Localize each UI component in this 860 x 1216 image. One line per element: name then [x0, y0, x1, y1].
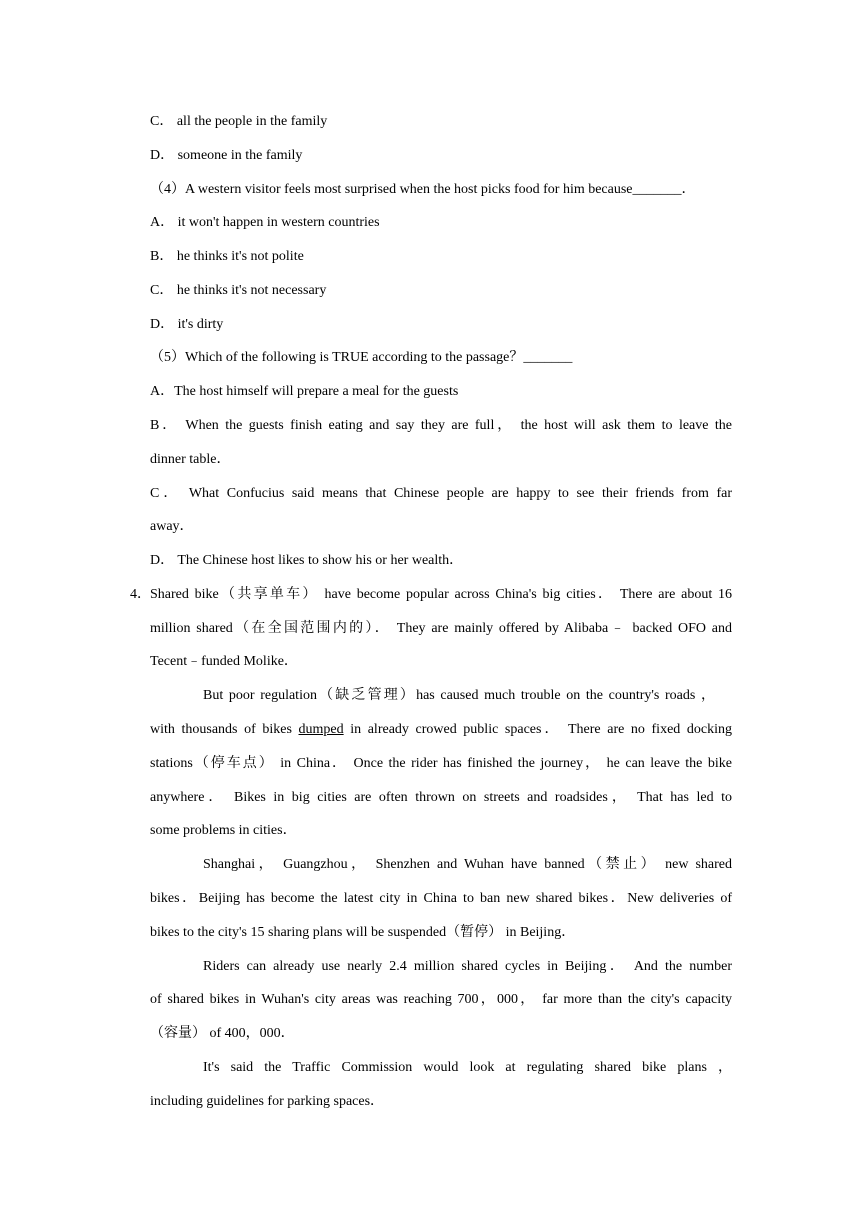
passage-line: anywhere． Bikes in big cities are often thrown on streets and roadsides， That has led to [150, 790, 732, 805]
question-number: 4． [130, 587, 151, 602]
passage-line: It's said the Traffic Commission would look at regulating shared bike plans ， [203, 1060, 732, 1075]
option-b-continued: dinner table． [150, 452, 231, 467]
option-d: D． it's dirty [150, 317, 224, 332]
passage-line: of shared bikes in Wuhan's city areas was reaching 700，000， far more than the city's capacity [150, 992, 732, 1007]
passage-line: （容量） of 400，000． [150, 1026, 295, 1041]
passage-line [150, 720, 732, 740]
passage-line: including guidelines for parking spaces． [150, 1094, 385, 1109]
passage-text: with thousands of bikes [150, 722, 299, 737]
passage-line: Riders can already use nearly 2.4 million shared cycles in Beijing． And the number [203, 959, 732, 974]
option-d: D． someone in the family [150, 148, 303, 163]
passage-line: Shared bike（共享单车） have become popular across China's big cities． There are about 16 [150, 587, 732, 602]
option-b: B． When the guests finish eating and say they are full， the host will ask them to leave the [150, 418, 732, 433]
option-c: C． he thinks it's not necessary [150, 283, 327, 298]
question-stem: （4）A western visitor feels most surprised when the host picks food for him because_______． [150, 182, 696, 197]
option-a: A．The host himself will prepare a meal for the guests [150, 384, 459, 399]
passage-text: in already crowed public spaces． There are no fixed docking [343, 722, 732, 737]
passage-line: bikes．Beijing has become the latest city in China to ban new shared bikes．New deliveries of [150, 891, 732, 906]
option-a: A． it won't happen in western countries [150, 215, 380, 230]
passage-line: some problems in cities． [150, 823, 297, 838]
option-d: D． The Chinese host likes to show his or her wealth． [150, 553, 464, 568]
underlined-word: dumped [298, 722, 344, 737]
option-c: C． all the people in the family [150, 114, 328, 129]
passage-line: Shanghai， Guangzhou， Shenzhen and Wuhan have banned（禁止） new shared [203, 857, 732, 872]
passage-line: million shared（在全国范围内的）． They are mainly offered by Alibaba﹣ backed OFO and [150, 621, 732, 636]
passage-line: But poor regulation（缺乏管理）has caused much trouble on the country's roads ， [203, 688, 715, 703]
passage-line: Tecent﹣funded Molike． [150, 654, 298, 669]
question-stem: （5）Which of the following is TRUE according to the passage？_______ [150, 350, 573, 365]
option-c-continued: away． [150, 519, 194, 534]
passage-line: stations（停车点） in China． Once the rider has finished the journey， he can leave the bike [150, 756, 732, 771]
passage-line: bikes to the city's 15 sharing plans will be suspended（暂停） in Beijing． [150, 925, 576, 940]
option-b: B． he thinks it's not polite [150, 249, 304, 264]
option-c: C． What Confucius said means that Chinese people are happy to see their friends from far [150, 486, 732, 501]
